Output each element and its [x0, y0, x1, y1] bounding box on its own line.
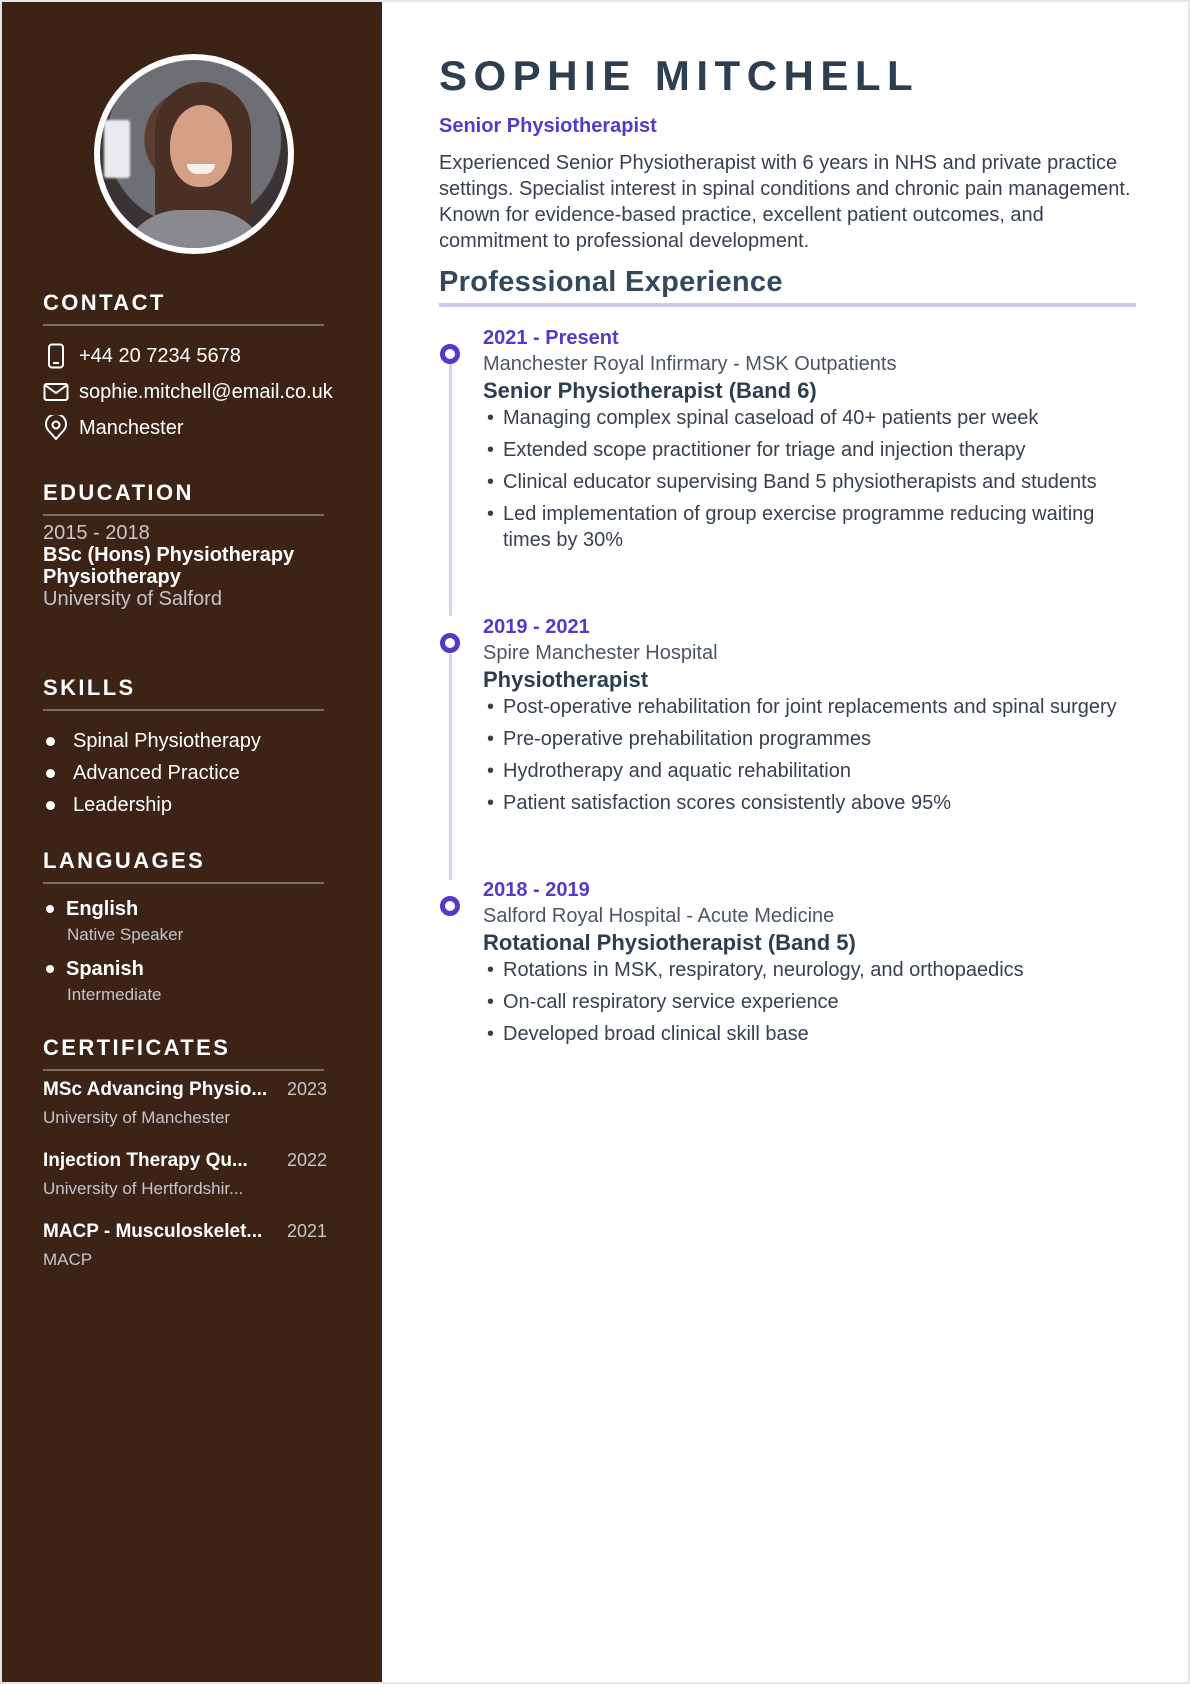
- job-bullet: • Clinical educator supervising Band 5 physiotherapists and students: [483, 469, 1137, 495]
- language-item: [43, 896, 324, 948]
- job-bullet: • Post-operative rehabilitation for joint replacements and spinal surgery: [483, 694, 1137, 720]
- language-level: Intermediate: [67, 985, 162, 1004]
- language-level: Native Speaker: [67, 925, 184, 944]
- phone-icon: [43, 343, 69, 369]
- timeline-marker-icon: [440, 896, 460, 916]
- certificate-name: MSc Advancing Physio...: [43, 1079, 268, 1100]
- location-pin-icon: [43, 415, 69, 441]
- timeline-line: [449, 364, 452, 616]
- certificate-item: [43, 1146, 327, 1203]
- bullet-icon: [46, 769, 55, 778]
- education-degree: BSc (Hons) Physiotherapy Physiotherapy: [43, 544, 295, 588]
- certificates-heading: CERTIFICATES: [43, 1035, 324, 1071]
- contact-heading: CONTACT: [43, 290, 324, 326]
- skill-item: [43, 789, 324, 821]
- timeline-line: [449, 654, 452, 880]
- timeline-marker-icon: [440, 344, 460, 364]
- skills-section: [43, 675, 324, 821]
- job-company: Salford Royal Hospital - Acute Medicine: [483, 905, 835, 927]
- education-school: University of Salford: [43, 588, 222, 610]
- bullet-icon: [46, 965, 54, 973]
- certificate-year: 2023: [286, 1079, 327, 1099]
- languages-section: [43, 848, 324, 1008]
- phone-text: +44 20 7234 5678: [79, 344, 241, 367]
- skill-label: Advanced Practice: [73, 761, 240, 784]
- email-text: sophie.mitchell@email.co.uk: [79, 380, 333, 403]
- certificate-org: MACP: [43, 1250, 93, 1269]
- contact-phone[interactable]: [43, 338, 324, 374]
- job-company: Manchester Royal Infirmary - MSK Outpatients: [483, 353, 897, 375]
- candidate-title: Senior Physiotherapist: [439, 115, 657, 137]
- job-date: 2018 - 2019: [483, 879, 590, 901]
- contact-email[interactable]: [43, 374, 333, 410]
- language-name: Spanish: [66, 958, 144, 980]
- job-bullet: • Rotations in MSK, respiratory, neurology, and orthopaedics: [483, 957, 1137, 983]
- skill-label: Leadership: [73, 793, 172, 816]
- bullet-icon: [46, 905, 54, 913]
- timeline-marker-icon: [440, 633, 460, 653]
- certificate-name: MACP - Musculoskelet...: [43, 1221, 263, 1242]
- contact-section: [43, 290, 333, 446]
- certificate-item: [43, 1217, 327, 1274]
- candidate-name: SOPHIE MITCHELL: [439, 52, 920, 99]
- job-role: Rotational Physiotherapist (Band 5): [483, 930, 856, 955]
- certificate-org: University of Manchester: [43, 1108, 231, 1127]
- language-name: English: [66, 898, 139, 920]
- skill-label: Spinal Physiotherapy: [73, 729, 261, 752]
- mail-icon: [43, 379, 69, 405]
- job-role: Physiotherapist: [483, 667, 649, 692]
- skills-heading: SKILLS: [43, 675, 324, 711]
- job-date: 2019 - 2021: [483, 616, 590, 638]
- job-company: Spire Manchester Hospital: [483, 642, 718, 664]
- job-bullets: [483, 694, 1137, 816]
- profile-summary: Experienced Senior Physiotherapist with 6 years in NHS and private practice settings. Specialist interest in spinal conditions and chronic pain management. Known for evidence-based practice, excellent patient outcomes, and commitment to professional development.: [439, 152, 1131, 252]
- bullet-icon: [46, 801, 55, 810]
- job-bullet: • On-call respiratory service experience: [483, 989, 1137, 1015]
- job-bullets: [483, 405, 1137, 553]
- photo-background-lamp: [104, 120, 130, 178]
- certificate-item: [43, 1075, 327, 1132]
- education-heading: EDUCATION: [43, 480, 324, 516]
- certificates-section: [43, 1035, 327, 1288]
- certificate-org: University of Hertfordshir...: [43, 1179, 244, 1198]
- job-bullet: • Extended scope practitioner for triage and injection therapy: [483, 437, 1137, 463]
- job-bullet: • Developed broad clinical skill base: [483, 1021, 1137, 1047]
- languages-heading: LANGUAGES: [43, 848, 324, 884]
- certificate-name: Injection Therapy Qu...: [43, 1150, 248, 1171]
- profile-photo: [94, 54, 294, 254]
- job-role: Senior Physiotherapist (Band 6): [483, 378, 817, 403]
- job-bullet: • Pre-operative prehabilitation programmes: [483, 726, 1137, 752]
- sidebar: [2, 2, 382, 1682]
- language-item: [43, 956, 324, 1008]
- photo-face: [170, 105, 232, 187]
- bullet-icon: [46, 737, 55, 746]
- certificate-year: 2022: [286, 1150, 327, 1170]
- job-bullets: [483, 957, 1137, 1047]
- skill-item: [43, 757, 324, 789]
- job-date: 2021 - Present: [483, 327, 619, 349]
- education-years: 2015 - 2018: [43, 522, 150, 544]
- experience-heading: Professional Experience: [439, 266, 1136, 307]
- job-bullet: • Hydrotherapy and aquatic rehabilitation: [483, 758, 1137, 784]
- education-section: [43, 480, 324, 610]
- job-bullet: • Patient satisfaction scores consistently above 95%: [483, 790, 1137, 816]
- certificate-year: 2021: [286, 1221, 327, 1241]
- job-bullet: • Led implementation of group exercise programme reducing waiting times by 30%: [483, 501, 1137, 553]
- contact-location: [43, 410, 324, 446]
- skill-item: [43, 725, 324, 757]
- job-bullet: • Managing complex spinal caseload of 40+ patients per week: [483, 405, 1137, 431]
- location-text: Manchester: [79, 416, 184, 439]
